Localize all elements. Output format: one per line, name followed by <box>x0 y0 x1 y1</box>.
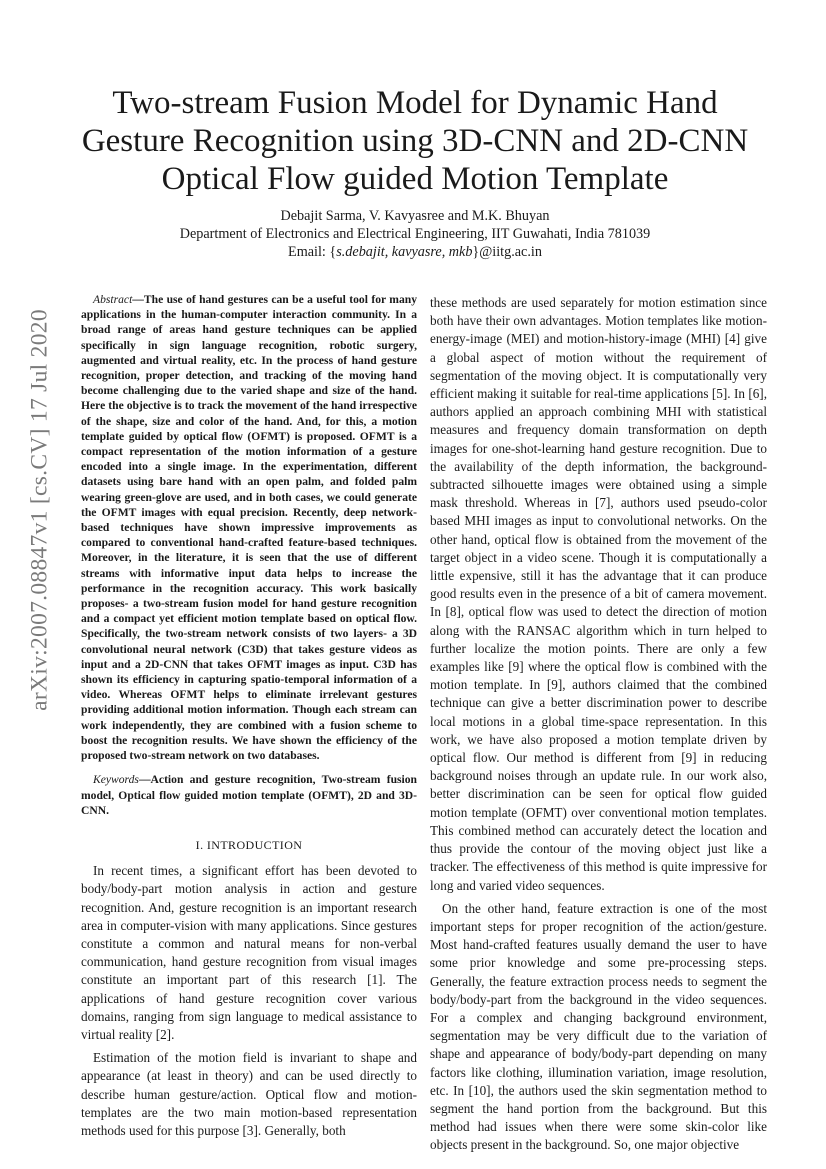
author-block <box>70 207 760 261</box>
arxiv-identifier <box>20 309 60 711</box>
email-line <box>70 243 760 261</box>
title-line-1: Two-stream Fusion Model for Dynamic Hand <box>112 85 718 121</box>
keywords-text: —Action and gesture recognition, Two-stream fusion model, Optical flow guided motion template (OFMT), 2D and 3D-CNN. <box>81 773 417 817</box>
title-line-2: Gesture Recognition using 3D-CNN and 2D-CNN <box>81 123 749 159</box>
title-line-3: Optical Flow guided Motion Template <box>161 161 669 197</box>
author-names: Debajit Sarma, V. Kavyasree and M.K. Bhuyan <box>280 208 550 224</box>
email-names: s.debajit, kavyasre, mkb <box>336 244 473 260</box>
left-column <box>81 292 417 1140</box>
email-suffix: }@iitg.ac.in <box>472 244 542 260</box>
section-heading-introduction: I. INTRODUCTION <box>195 837 303 852</box>
keywords <box>81 772 417 818</box>
keywords-label: Keywords <box>93 773 139 787</box>
abstract <box>81 292 417 763</box>
email-prefix: Email: { <box>288 244 337 260</box>
right-paragraph-1: these methods are used separately for motion estimation since both have their own advantages. Motion templates like motion-energy-image (MEI) and motion-history-image (MHI) [4] give a global aspect of motion without the requirement of segmentation of the moving object. It is computationally very efficient making it suitable for real-time applications [5]. In [6], authors applied an approach combining MHI with statistical measures and frequency domain transformation on depth images for one-shot-learning hand gesture recognition. Due to the availability of the depth information, the background-subtracted silhouette images were obtained using a simple mask threshold. Whereas in [7], authors used pseudo-color based MHI images as input to convolutional networks. On the other hand, optical flow is obtained from the movement of the target object in a video scene. Though it is computationally a little expensive, still it has the advantage that it can produce good results even in the presence of a bit of camera movement. In [8], optical flow was used to detect the direction of motion along with the RANSAC algorithm which in turn helped to further localize the motion points. There are only a few examples like [9] where the optical flow is combined with the motion template. In [9], authors claimed that the combined technique can give a better discrimination power to describe local motions in a global time-space representation. In this work, we have also proposed a motion template driven by optical flow. Our method is different from [9] in reducing background noises through an update rule. In our work also, better discrimination can be seen for optical flow guided motion template (OFMT) over conventional motion templates. This combined method can accurately detect the location and thus provide the contour of the moving object just like a tracker. The effectiveness of this method is quite impressive for long and varied video sequences. <box>430 295 767 893</box>
abstract-text: —The use of hand gestures can be a useful tool for many applications in the human-computer interaction community. In a broad range of areas hand gesture techniques can be applied specifically in sign language recognition, robotic surgery, augmented and virtual reality, etc. In the process of hand gesture recognition, proper detection, and tracking of the moving hand become challenging due to the varied shape and size of the hand. Here the objective is to track the movement of the hand irrespective of the shape, size and color of the hand. And, for this, a motion template guided by optical flow (OFMT) is proposed. OFMT is a compact representation of the motion information of a gesture encoded into a single image. In the experimentation, different datasets using bare hand with an open palm, and folded palm wearing green-glove are used, and in both cases, we could generate the OFMT images with equal precision. Recently, deep network-based techniques have shown impressive improvements as compared to conventional hand-crafted feature-based techniques. Moreover, in the literature, it is seen that the use of different streams with informative input data helps to increase the performance in the recognition accuracy. This work basically proposes- a two-stream fusion model for hand gesture recognition and a compact yet efficient motion template based on optical flow. Specifically, the two-stream network consists of two layers- a 3D convolutional neural network (C3D) that takes gesture videos as input and a 2D-CNN that takes OFMT images as input. C3D has shown its efficiency in capturing spatio-temporal information of a video. Whereas OFMT helps to eliminate irrelevant gestures providing additional motion information. Though each stream can work independently, they are combined with a fusion scheme to boost the recognition results. We have shown the efficiency of the proposed two-stream network on two databases. <box>81 293 417 763</box>
paper-title <box>70 84 760 198</box>
right-paragraph-2: On the other hand, feature extraction is one of the most important steps for proper recognition of the action/gesture. Most hand-crafted features usually demand the user to have some prior knowledge and some pre-processing steps. Generally, the feature extraction process needs to segment the body/body-part from the background in the video sequences. For a complex and changing background environment, segmentation may be very difficult due to the variation of shape and appearance of body/body-part depending on many factors like clothing, illumination variation, image resolution, etc. In [10], the authors used the skin segmentation method to segment the hand portion from the background. But this method had issues when there were some skin-color like objects present in the background. So, one major objective <box>430 900 767 1153</box>
abstract-label: Abstract <box>93 293 133 306</box>
affiliation: Department of Electronics and Electrical Engineering, IIT Guwahati, India 781039 <box>179 226 651 242</box>
intro-paragraph-1: In recent times, a significant effort has been devoted to body/body-part motion analysis in action and gesture recognition. And, gesture recognition is an important research area in computer-vision with many applications. Since gestures constitute a common and natural means for non-verbal communication, hand gesture recognition from visual images constitute an important part of this research [1]. The applications of hand gesture recognition cover various domains, ranging from sign language to medical assistance to virtual reality [2]. <box>81 863 417 1042</box>
intro-paragraph-2: Estimation of the motion field is invariant to shape and appearance (at least in theory) and can be used directly to describe human gesture/action. Optical flow and motion-templates are the two main motion-based representation methods used for this purpose [3]. Generally, both <box>81 1050 417 1138</box>
arxiv-identifier-text: arXiv:2007.08847v1 [cs.CV] 17 Jul 2020 <box>26 309 53 711</box>
right-column <box>430 294 767 1155</box>
